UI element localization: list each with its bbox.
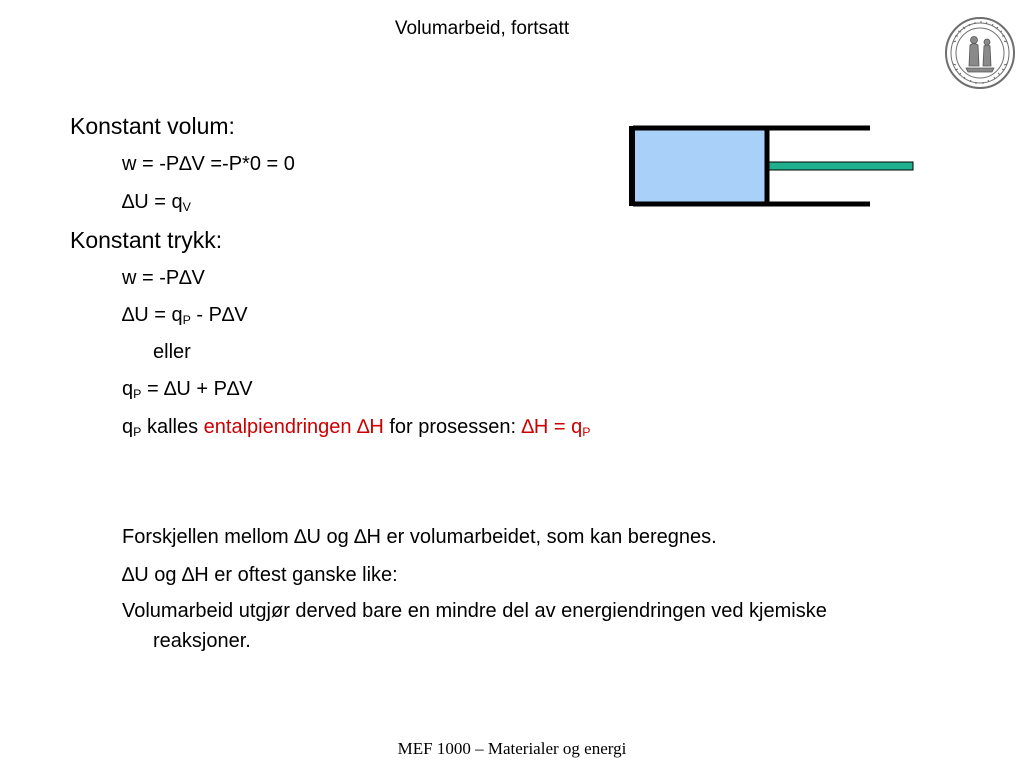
heading-constant-volume: Konstant volum:: [70, 113, 235, 139]
subscript-p: P: [133, 425, 142, 440]
equation-du-constant-volume: [122, 187, 191, 217]
note-difference: Forskjellen mellom ∆U og ∆H er volumarbeidet, som kan beregnes.: [122, 526, 717, 548]
slide-title: Volumarbeid, fortsatt: [394, 18, 570, 39]
piston-rod: [769, 162, 913, 170]
subscript-p: P: [133, 387, 142, 402]
enthalpy-term: entalpiendringen ∆H: [203, 416, 384, 438]
university-seal-logo: [944, 16, 1016, 90]
enthalpy-q: q: [122, 416, 134, 438]
enthalpy-equation: [522, 416, 591, 438]
equation-du-constant-pressure: [122, 300, 248, 330]
enthalpy-definition: [122, 412, 591, 442]
heading-constant-pressure: Konstant trykk:: [70, 227, 223, 253]
enthalpy-mid-text: kalles: [141, 416, 204, 438]
enthalpy-eq-lhs: ∆H = q: [521, 416, 583, 438]
du-lhs: ∆U = q: [122, 191, 183, 213]
text-or: eller: [153, 341, 191, 363]
subscript-v: V: [182, 200, 191, 215]
gas-volume: [633, 128, 767, 204]
note-volume-work-share: Volumarbeid utgjør derved bare en mindre del av energiendringen ved kjemiske reaksjoner.: [122, 600, 827, 652]
equation-work-constant-volume: w = -P∆V =-P*0 = 0: [122, 153, 295, 175]
subscript-p: P: [582, 425, 591, 440]
note-similar: ∆U og ∆H er oftest ganske like:: [122, 564, 398, 586]
qp-lhs: q: [122, 378, 134, 400]
du-lhs: ∆U = q: [122, 304, 183, 326]
enthalpy-after-text: for prosessen:: [383, 416, 522, 438]
du-rhs: - P∆V: [190, 304, 248, 326]
piston-cylinder-diagram: [624, 120, 920, 212]
subscript-p: P: [182, 313, 191, 328]
qp-rhs: = ∆U + P∆V: [141, 378, 253, 400]
footer-course: MEF 1000 – Materialer og energi: [397, 739, 627, 758]
equation-work-constant-pressure: w = -P∆V: [122, 267, 205, 289]
equation-qp: [122, 374, 253, 404]
